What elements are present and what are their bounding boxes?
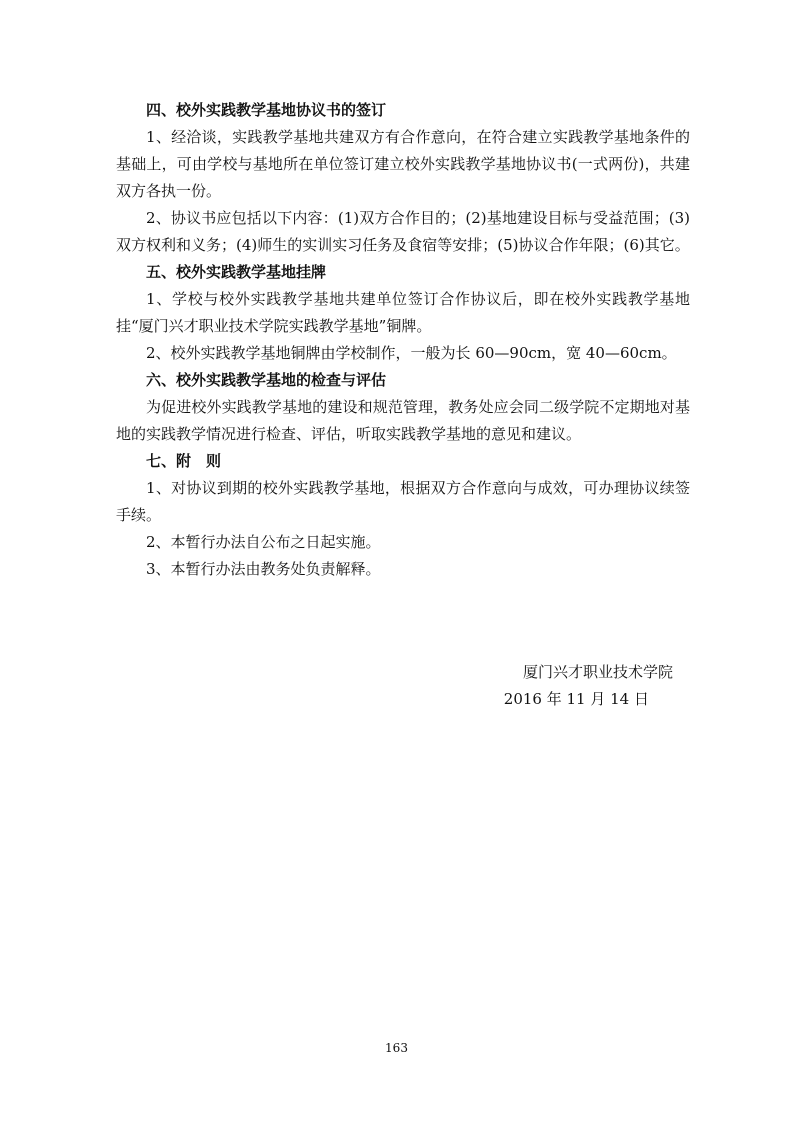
section-5-paragraph-1: 1、学校与校外实践教学基地共建单位签订合作协议后，即在校外实践教学基地挂“厦门兴才职业技术学院实践教学基地”铜牌。 bbox=[116, 290, 690, 335]
section-7-paragraph-2: 2、本暂行办法自公布之日起实施。 bbox=[146, 533, 381, 551]
section-7-heading: 七、附 则 bbox=[146, 452, 222, 470]
signature-organization: 厦门兴才职业技术学院 bbox=[522, 663, 673, 681]
signature-date: 2016 年 11 月 14 日 bbox=[503, 690, 649, 708]
section-7-paragraph-3: 3、本暂行办法由教务处负责解释。 bbox=[146, 560, 381, 578]
section-5-paragraph-2: 2、校外实践教学基地铜牌由学校制作，一般为长 60—90cm，宽 40—60cm。 bbox=[146, 344, 677, 362]
document-body bbox=[116, 97, 690, 583]
signature-block bbox=[453, 659, 673, 713]
section-4-heading: 四、校外实践教学基地协议书的签订 bbox=[146, 101, 387, 119]
page-number: 163 bbox=[385, 1041, 408, 1055]
section-6-heading: 六、校外实践教学基地的检查与评估 bbox=[146, 371, 387, 389]
section-4-paragraph-1: 1、经洽谈，实践教学基地共建双方有合作意向，在符合建立实践教学基地条件的基础上，可由学校与基地所在单位签订建立校外实践教学基地协议书(一式两份)，共建双方各执一份。 bbox=[116, 128, 690, 200]
section-7-paragraph-1: 1、对协议到期的校外实践教学基地，根据双方合作意向与成效，可办理协议续签手续。 bbox=[116, 479, 690, 524]
section-5-heading: 五、校外实践教学基地挂牌 bbox=[146, 263, 327, 281]
section-6-paragraph-1: 为促进校外实践教学基地的建设和规范管理，教务处应会同二级学院不定期地对基地的实践教学情况进行检查、评估，听取实践教学基地的意见和建议。 bbox=[116, 398, 690, 443]
section-4-paragraph-2: 2、协议书应包括以下内容：(1)双方合作目的；(2)基地建设目标与受益范围；(3)双方权利和义务；(4)师生的实训实习任务及食宿等安排；(5)协议合作年限；(6)其它。 bbox=[116, 209, 690, 254]
